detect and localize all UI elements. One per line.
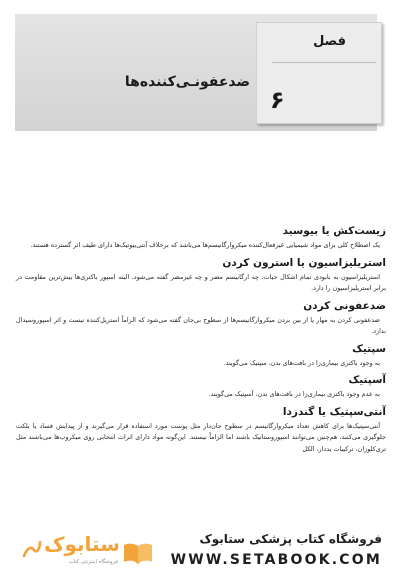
store-url-link[interactable]: WWW.SETABOOK.COM bbox=[170, 552, 382, 568]
section-heading: آنتی‌سپتیک یا گندزدا bbox=[282, 405, 386, 418]
open-book-icon bbox=[122, 540, 154, 566]
section-heading: آسپتیک bbox=[348, 374, 386, 386]
section-septic bbox=[16, 340, 386, 370]
logo-tagline: فروشگاه اینترنتی کتاب bbox=[68, 559, 118, 565]
footer-banner bbox=[0, 522, 400, 575]
section-paragraph: آنتی‌سپتیک‌ها برای کاهش تعداد میکروارگانیسم در سطوح جان‌دار مثل پوست مورد استفاده قرار می‌گیرند و از پیدایش فساد یا بلکت جلوگیری می‌کنند، هم‌چنین می‌توانند اسپوروستاتیک باشند اما الزاماً نیستند. این‌گونه مواد دارای اثرات انتخابی روی میکروب‌ها می‌باشند مثل تری‌کلوزان، ترکیبات یددار، الکل bbox=[16, 421, 386, 453]
section-biocide bbox=[16, 222, 386, 252]
section-heading: سپتیک bbox=[352, 342, 386, 355]
section-paragraph: استریلیزاسیون به نابودی تمام اشکال حیات، چه ارگانیسم مضر و چه غیرمضر گفته می‌شود، البته اسپور باکتری‌ها بیش‌ترین مقاومت در برابر استریلیزاسیون را دارد. bbox=[16, 272, 386, 292]
section-heading: استریلیزاسیون یا استرون کردن bbox=[222, 256, 386, 269]
section-antiseptic bbox=[16, 403, 386, 456]
section-disinfection bbox=[16, 297, 386, 338]
chapter-label: فصل bbox=[313, 34, 346, 49]
logo-wave-icon bbox=[22, 538, 42, 560]
setabook-logo[interactable] bbox=[22, 532, 118, 570]
section-sterilization bbox=[16, 254, 386, 295]
chapter-content bbox=[16, 222, 386, 457]
section-heading: زیست‌کش یا بیوسید bbox=[282, 225, 386, 237]
chapter-number: ۶ bbox=[270, 86, 285, 114]
section-paragraph: به وجود باکتری بیماری‌زا در بافت‌های بدن، سپتیک می‌گویند. bbox=[223, 358, 380, 367]
chapter-box-divider bbox=[272, 62, 376, 63]
chapter-title: ضدعفونـی‌کننده‌ها bbox=[124, 74, 250, 90]
section-paragraph: یک اصطلاح کلی برای مواد شیمیایی غیرفعال‌کننده میکروارگانیسم‌ها می‌باشد که برخلاف آنتی‌بیوتیک‌ها دارای طیف اثر گسترده هستند. bbox=[30, 241, 380, 249]
section-aseptic bbox=[16, 371, 386, 401]
section-paragraph: ضدعفونی کردن به مهار یا از بین بردن میکروارگانیسم‌ها از سطوح بی‌جان گفته می‌شود که الزاماً استریل‌کننده نیست و اثر اسپوروسیدال ندارد. bbox=[16, 315, 386, 335]
section-paragraph: به عدم وجود باکتری بیماری‌زا در بافت‌های بدن، آسپتیک می‌گویند. bbox=[208, 390, 380, 398]
logo-wordmark: ستابوک bbox=[44, 532, 120, 556]
section-heading: ضدعفونی کردن bbox=[303, 299, 386, 312]
store-name: فروشگاه کتاب پزشکی ستابوک bbox=[199, 532, 382, 546]
